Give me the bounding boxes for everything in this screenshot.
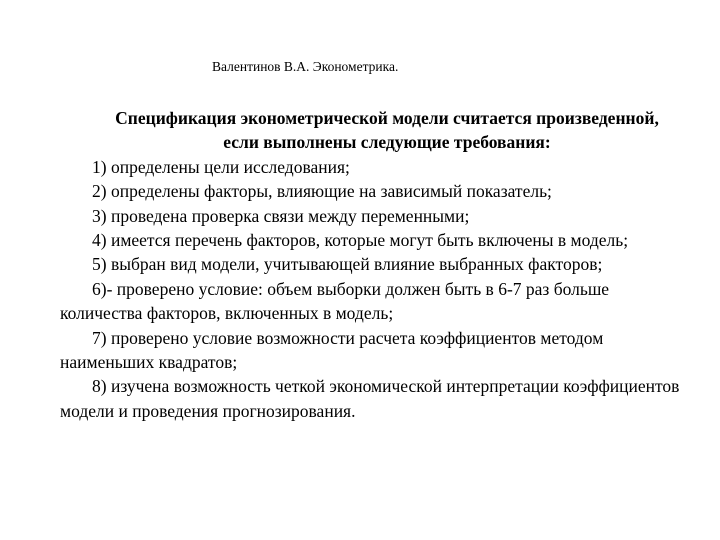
requirement-item-1: 1) определены цели исследования; [92,156,350,177]
requirement-item-5: 5) выбран вид модели, учитывающей влияние выбранных факторов; [92,254,603,275]
requirement-item-7: 7) проверено условие возможности расчета коэффициентов методом наименьших квадратов; [60,327,604,373]
document-body [60,106,686,423]
document-title: Спецификация эконометрической модели считается произведенной, если выполнены следующие требования: [115,108,659,153]
requirement-item-4: 4) имеется перечень факторов, которые могут быть включены в модель; [92,230,629,251]
requirement-item-6: 6)- проверено условие: объем выборки должен быть в 6-7 раз больше количества факторов, включенных в модель; [60,278,610,324]
author-header: Валентинов В.А. Эконометрика. [212,59,399,74]
requirement-item-8: 8) изучена возможность четкой экономической интерпретации коэффициентов модели и проведения прогнозирования. [60,376,680,421]
requirement-item-2: 2) определены факторы, влияющие на зависимый показатель; [92,181,552,202]
requirement-item-3: 3) проведена проверка связи между переменными; [92,205,470,226]
